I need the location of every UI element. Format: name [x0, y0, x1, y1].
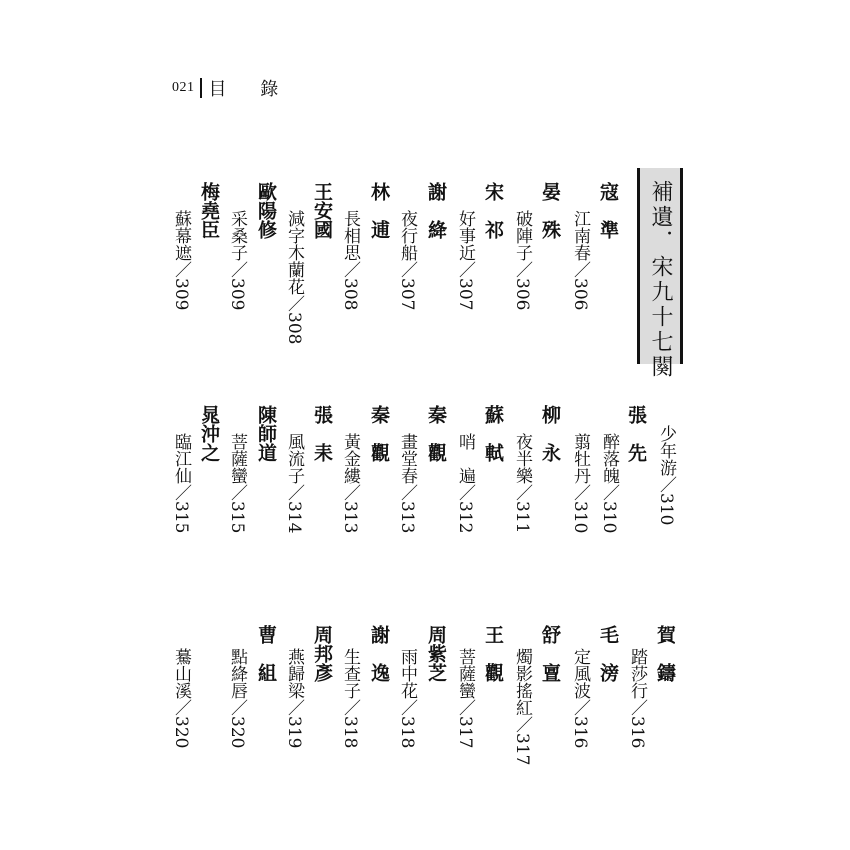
- entry-text: 蘇幕遮／309: [171, 210, 191, 311]
- entry-text: 夜行船／307: [397, 210, 417, 311]
- entry-text: 生查子／318: [340, 648, 360, 749]
- author-name: 舒 亶: [539, 625, 561, 682]
- author-name: 晏 殊: [539, 182, 561, 239]
- author-name: 晁沖之: [198, 405, 220, 462]
- author-name: 柳 永: [539, 405, 561, 462]
- author-name: 王 觀: [482, 625, 504, 682]
- author-name: 謝 絳: [425, 182, 447, 239]
- author-name: 王安國: [311, 182, 333, 239]
- header-divider: [200, 78, 202, 98]
- author-name: 曹 組: [255, 625, 277, 682]
- entry-text: 江南春／306: [570, 210, 590, 311]
- page-header: [172, 76, 292, 100]
- author-name: 林 逋: [368, 182, 390, 239]
- entry-text: 減字木蘭花／308: [284, 210, 304, 345]
- page-number: 021: [172, 80, 195, 95]
- entry-text: 點絳唇／320: [227, 648, 247, 749]
- section-heading: 補遺．宋九十七闋: [648, 180, 673, 380]
- entry-text: 好事近／307: [455, 210, 475, 311]
- entry-text: 定風波／316: [570, 648, 590, 749]
- entry-text: 醉落魄／310: [599, 433, 619, 534]
- entry-text: 黃金縷／313: [340, 433, 360, 534]
- entry-text: 菩薩蠻／315: [227, 433, 247, 534]
- entry-text: 踏莎行／316: [627, 648, 647, 749]
- entry-text: 菩薩蠻／317: [455, 648, 475, 749]
- author-name: 謝 逸: [368, 625, 390, 682]
- entry-text: 雨中花／318: [397, 648, 417, 749]
- entry-text: 破陣子／306: [512, 210, 532, 311]
- header-title: 目 錄: [208, 79, 293, 100]
- author-name: 宋 祁: [482, 182, 504, 239]
- author-name: 毛 滂: [597, 625, 619, 682]
- author-name: 秦 觀: [368, 405, 390, 462]
- author-name: 周紫芝: [425, 625, 447, 682]
- author-name: 張 耒: [311, 405, 333, 462]
- author-name: 歐陽修: [255, 182, 277, 239]
- entry-text: 少年游／310: [656, 425, 676, 526]
- author-name: 周邦彥: [311, 625, 333, 682]
- author-name: 寇 準: [597, 182, 619, 239]
- author-name: 張 先: [625, 405, 647, 462]
- entry-text: 驀山溪／320: [171, 648, 191, 749]
- author-name: 蘇 軾: [482, 405, 504, 462]
- entry-text: 燕歸梁／319: [284, 648, 304, 749]
- section-heading-box: [637, 168, 683, 380]
- entry-text: 翦牡丹／310: [570, 433, 590, 534]
- entry-text: 風流子／314: [284, 433, 304, 534]
- entry-text: 長相思／308: [340, 210, 360, 311]
- entry-text: 采桑子／309: [227, 210, 247, 311]
- entry-text: 哨 遍／312: [455, 433, 475, 534]
- author-name: 秦 觀: [425, 405, 447, 462]
- entry-text: 臨江仙／315: [171, 433, 191, 534]
- author-name: 陳師道: [255, 405, 277, 462]
- entry-text: 畫堂春／313: [397, 433, 417, 534]
- entry-text: 燭影搖紅／317: [512, 648, 532, 766]
- author-name: 梅堯臣: [198, 182, 220, 239]
- author-name: 賀 鑄: [654, 625, 676, 682]
- entry-text: 夜半樂／311: [512, 433, 532, 534]
